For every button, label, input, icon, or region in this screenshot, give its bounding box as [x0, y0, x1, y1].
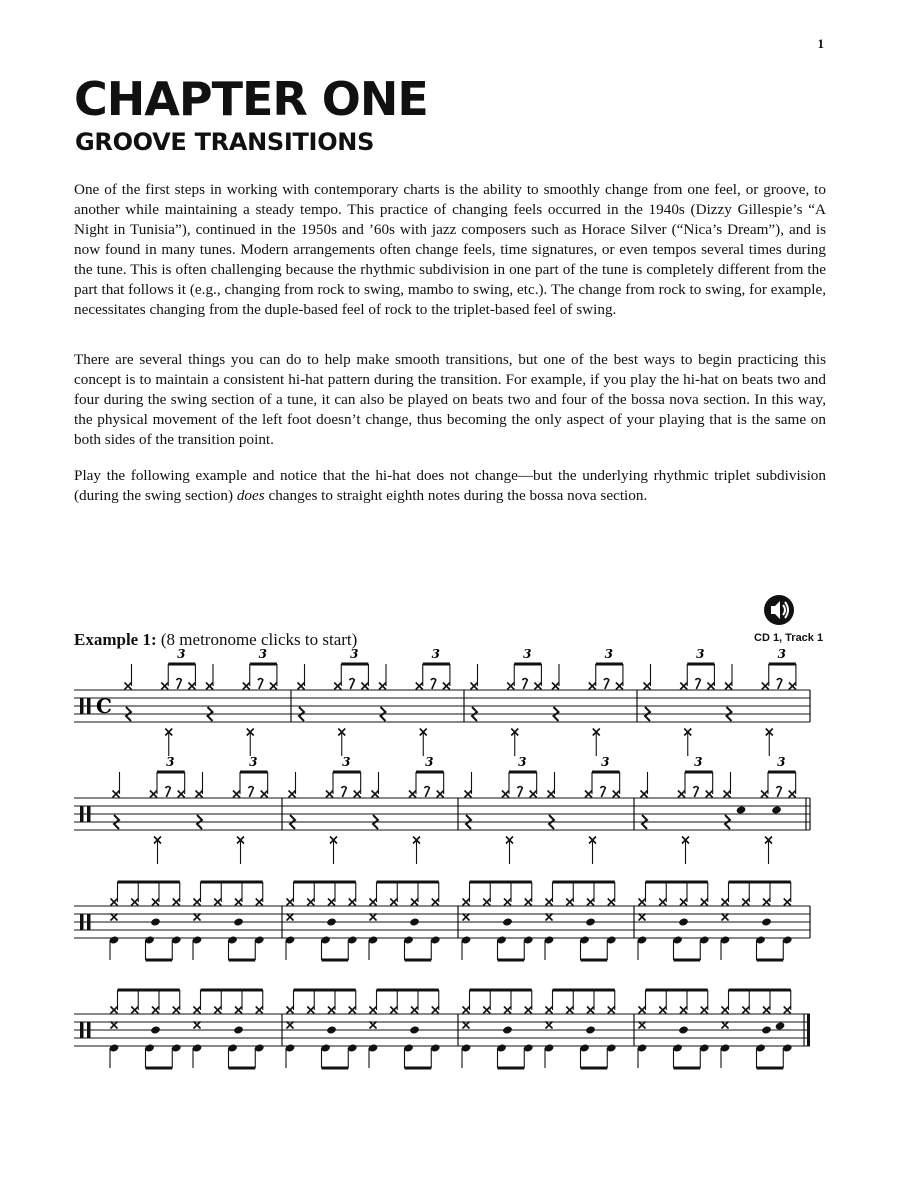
- chapter-subtitle: GROOVE TRANSITIONS: [75, 128, 375, 156]
- cymbal-note: [789, 791, 796, 798]
- cymbal-note: [724, 791, 731, 798]
- cymbal-note: [680, 899, 687, 906]
- rim-note: [326, 917, 337, 926]
- snare-note: [736, 805, 747, 814]
- triplet-mark: 3: [431, 647, 441, 661]
- eighth-rest: [258, 679, 263, 690]
- cymbal-note: [641, 791, 648, 798]
- cymbal-note: [742, 1007, 749, 1014]
- staff-system: [74, 882, 810, 960]
- cymbal-note: [173, 899, 180, 906]
- cymbal-note: [411, 1007, 418, 1014]
- cymbal-note: [194, 914, 201, 921]
- cymbal-note: [233, 791, 240, 798]
- cymbal-note: [639, 914, 646, 921]
- triplet-mark: 3: [777, 755, 786, 769]
- percussion-clef: [80, 1022, 84, 1038]
- triplet-mark: 3: [518, 755, 527, 769]
- staff-system: [74, 755, 810, 864]
- paragraph-hihat: There are several things you can do to help make smooth transitions, but one of the best ways to begin practicing this concept is to maintain a consistent hi-hat pattern during the transition. For example, if you play the hi-hat on beats two and four during the swing section of a tune, it can also be played on beats two and four of the bossa nova section. In this way, the physical movement of the left foot doesn’t change, thus becoming the only aspect of your playing that is the same on both sides of the transition point.: [74, 351, 826, 448]
- page-number: 1: [817, 36, 824, 51]
- cymbal-note: [680, 1007, 687, 1014]
- cymbal-note: [307, 899, 314, 906]
- staff-system: [74, 647, 810, 756]
- cymbal-note: [659, 1007, 666, 1014]
- cymbal-note: [548, 791, 555, 798]
- cymbal-note: [589, 683, 596, 690]
- cymbal-note: [659, 899, 666, 906]
- cymbal-note: [256, 1007, 263, 1014]
- example-title: [74, 630, 357, 650]
- cymbal-note: [111, 914, 118, 921]
- cymbal-note: [587, 1007, 594, 1014]
- cymbal-note: [152, 899, 159, 906]
- cymbal-note: [131, 899, 138, 906]
- triplet-mark: 3: [342, 755, 351, 769]
- cymbal-note: [763, 899, 770, 906]
- cymbal-note: [214, 899, 221, 906]
- cymbal-note: [113, 791, 120, 798]
- percussion-clef: [87, 914, 91, 930]
- cymbal-note: [111, 1007, 118, 1014]
- cymbal-note: [552, 683, 559, 690]
- cymbal-note: [125, 683, 132, 690]
- cymbal-note: [463, 1007, 470, 1014]
- cymbal-note: [613, 791, 620, 798]
- cymbal-note: [706, 791, 713, 798]
- cymbal-note: [287, 899, 294, 906]
- cymbal-note: [243, 683, 250, 690]
- cymbal-note: [437, 791, 444, 798]
- cymbal-note: [235, 899, 242, 906]
- percussion-clef: [80, 698, 84, 714]
- triplet-mark: 3: [696, 647, 705, 661]
- triplet-mark: 3: [777, 647, 787, 661]
- cymbal-note: [789, 683, 796, 690]
- cymbal-note: [194, 1007, 201, 1014]
- cymbal-note: [504, 1007, 511, 1014]
- cymbal-note: [206, 683, 213, 690]
- cymbal-note: [639, 899, 646, 906]
- cymbal-note: [707, 683, 714, 690]
- rim-note: [409, 917, 420, 926]
- cymbal-note: [256, 899, 263, 906]
- cymbal-note: [307, 1007, 314, 1014]
- cymbal-note: [525, 1007, 532, 1014]
- cymbal-note: [525, 899, 532, 906]
- cymbal-note: [546, 1022, 553, 1029]
- percussion-clef: [87, 1022, 91, 1038]
- eighth-rest: [600, 787, 605, 798]
- triplet-mark: 3: [258, 647, 268, 661]
- cymbal-note: [131, 1007, 138, 1014]
- cymbal-note: [328, 899, 335, 906]
- eighth-rest: [248, 787, 253, 798]
- cymbal-note: [504, 899, 511, 906]
- drum-notation: [74, 647, 830, 1080]
- eighth-rest: [776, 787, 781, 798]
- cymbal-note: [725, 683, 732, 690]
- cymbal-note: [214, 1007, 221, 1014]
- cymbal-note: [370, 1007, 377, 1014]
- p3-emphasis: does: [236, 487, 265, 504]
- cymbal-note: [194, 899, 201, 906]
- cymbal-note: [465, 791, 472, 798]
- rim-note: [150, 917, 161, 926]
- cymbal-note: [328, 1007, 335, 1014]
- rim-note: [502, 917, 513, 926]
- eighth-rest: [431, 679, 436, 690]
- triplet-mark: 3: [601, 755, 610, 769]
- cymbal-note: [178, 791, 185, 798]
- cymbal-note: [326, 791, 333, 798]
- triplet-mark: 3: [177, 647, 186, 661]
- rim-note: [150, 1025, 161, 1034]
- chapter-title: CHAPTER ONE: [74, 72, 428, 126]
- cymbal-note: [416, 683, 423, 690]
- staff-system: [74, 990, 810, 1068]
- cymbal-note: [298, 683, 305, 690]
- cymbal-note: [287, 1007, 294, 1014]
- rim-note: [326, 1025, 337, 1034]
- cymbal-note: [173, 1007, 180, 1014]
- cd-track-label: CD 1, Track 1: [754, 632, 824, 644]
- cymbal-note: [390, 899, 397, 906]
- cymbal-note: [566, 1007, 573, 1014]
- cymbal-note: [546, 899, 553, 906]
- eighth-rest: [693, 787, 698, 798]
- speaker-icon[interactable]: [763, 594, 795, 626]
- cymbal-note: [680, 683, 687, 690]
- cymbal-note: [762, 683, 769, 690]
- cymbal-note: [261, 791, 268, 798]
- triplet-mark: 3: [694, 755, 703, 769]
- cymbal-note: [372, 791, 379, 798]
- cymbal-note: [287, 1022, 294, 1029]
- rim-note: [233, 1025, 244, 1034]
- triplet-mark: 3: [350, 647, 359, 661]
- eighth-rest: [517, 787, 522, 798]
- cymbal-note: [161, 683, 168, 690]
- eighth-rest: [165, 787, 170, 798]
- cymbal-note: [784, 1007, 791, 1014]
- eighth-rest: [604, 679, 609, 690]
- cymbal-note: [587, 899, 594, 906]
- rim-note: [761, 917, 772, 926]
- cymbal-note: [546, 1007, 553, 1014]
- cymbal-note: [761, 791, 768, 798]
- percussion-clef: [80, 914, 84, 930]
- cymbal-note: [270, 683, 277, 690]
- eighth-rest: [424, 787, 429, 798]
- cymbal-note: [354, 791, 361, 798]
- example-label: Example 1:: [74, 630, 157, 649]
- eighth-rest: [341, 787, 346, 798]
- rim-note: [585, 1025, 596, 1034]
- cymbal-note: [370, 899, 377, 906]
- cymbal-note: [534, 683, 541, 690]
- cymbal-note: [463, 1022, 470, 1029]
- eighth-rest: [777, 679, 782, 690]
- cymbal-note: [678, 791, 685, 798]
- cymbal-note: [370, 1022, 377, 1029]
- cymbal-note: [390, 1007, 397, 1014]
- percussion-clef: [87, 806, 91, 822]
- cymbal-note: [349, 899, 356, 906]
- rim-note: [678, 917, 689, 926]
- cymbal-note: [432, 899, 439, 906]
- eighth-rest: [695, 679, 700, 690]
- cymbal-note: [639, 1022, 646, 1029]
- cymbal-note: [483, 1007, 490, 1014]
- percussion-clef: [80, 806, 84, 822]
- cymbal-note: [784, 899, 791, 906]
- cymbal-note: [188, 683, 195, 690]
- cymbal-note: [443, 683, 450, 690]
- cymbal-note: [566, 899, 573, 906]
- cymbal-note: [409, 791, 416, 798]
- cymbal-note: [701, 1007, 708, 1014]
- cymbal-note: [289, 791, 296, 798]
- cymbal-note: [546, 914, 553, 921]
- triplet-mark: 3: [604, 647, 614, 661]
- p3-text-before: Play the following example and notice that the hi-hat does not change—but the underlying rhythmic triplet subdivision (during the swing section): [74, 467, 826, 504]
- rim-note: [502, 1025, 513, 1034]
- paragraph-intro: One of the first steps in working with contemporary charts is the ability to smoothly change from one feel, or groove, to another while maintaining a steady tempo. This practice of changing feels occurred in the 1940s (Dizzy Gillespie’s “A Night in Tunisia”), continued in the 1950s and ’60s with jazz composers such as Horace Silver (“Nica’s Dream”), and is now found in many tunes. Modern arrangements often change feels, time signatures, or even tempos several times during the tune. This is often challenging because the rhythmic subdivision in one part of the tune is completely different from the part that follows it (e.g., changing from rock to swing, mambo to swing, etc.). The change from rock to swing, for example, necessitates changing from the duple-based feel of rock to the triplet-based feel of swing.: [74, 181, 826, 318]
- eighth-rest: [176, 679, 181, 690]
- cymbal-note: [111, 1022, 118, 1029]
- rim-note: [585, 917, 596, 926]
- percussion-clef: [87, 698, 91, 714]
- time-signature: C: [96, 694, 112, 718]
- cymbal-note: [463, 899, 470, 906]
- cymbal-note: [287, 914, 294, 921]
- cymbal-note: [763, 1007, 770, 1014]
- cymbal-note: [644, 683, 651, 690]
- cymbal-note: [608, 1007, 615, 1014]
- cymbal-note: [463, 914, 470, 921]
- cymbal-note: [432, 1007, 439, 1014]
- p3-text-after: changes to straight eighth notes during the bossa nova section.: [264, 487, 648, 504]
- cymbal-note: [701, 899, 708, 906]
- snare-note: [775, 1021, 786, 1030]
- cymbal-note: [334, 683, 341, 690]
- cymbal-note: [639, 1007, 646, 1014]
- cymbal-note: [507, 683, 514, 690]
- rim-note: [761, 1025, 772, 1034]
- cymbal-note: [152, 1007, 159, 1014]
- rim-note: [409, 1025, 420, 1034]
- cymbal-note: [722, 899, 729, 906]
- triplet-mark: 3: [425, 755, 434, 769]
- cymbal-note: [502, 791, 509, 798]
- paragraph-example-instructions: [74, 466, 826, 506]
- cymbal-note: [370, 914, 377, 921]
- cymbal-note: [196, 791, 203, 798]
- cymbal-note: [722, 1007, 729, 1014]
- cymbal-note: [349, 1007, 356, 1014]
- cymbal-note: [483, 899, 490, 906]
- cymbal-note: [530, 791, 537, 798]
- rim-note: [678, 1025, 689, 1034]
- cymbal-note: [585, 791, 592, 798]
- triplet-mark: 3: [249, 755, 258, 769]
- rim-note: [233, 917, 244, 926]
- example-note: (8 metronome clicks to start): [156, 630, 358, 649]
- cymbal-note: [616, 683, 623, 690]
- snare-note: [771, 805, 782, 814]
- final-barline: [807, 1014, 810, 1046]
- eighth-rest: [522, 679, 527, 690]
- cymbal-note: [361, 683, 368, 690]
- cymbal-note: [150, 791, 157, 798]
- triplet-mark: 3: [166, 755, 175, 769]
- cymbal-note: [235, 1007, 242, 1014]
- triplet-mark: 3: [523, 647, 532, 661]
- eighth-rest: [349, 679, 354, 690]
- cymbal-note: [722, 1022, 729, 1029]
- cymbal-note: [411, 899, 418, 906]
- cymbal-note: [722, 914, 729, 921]
- cymbal-note: [111, 899, 118, 906]
- cymbal-note: [471, 683, 478, 690]
- cymbal-note: [742, 899, 749, 906]
- cymbal-note: [379, 683, 386, 690]
- cymbal-note: [194, 1022, 201, 1029]
- cymbal-note: [608, 899, 615, 906]
